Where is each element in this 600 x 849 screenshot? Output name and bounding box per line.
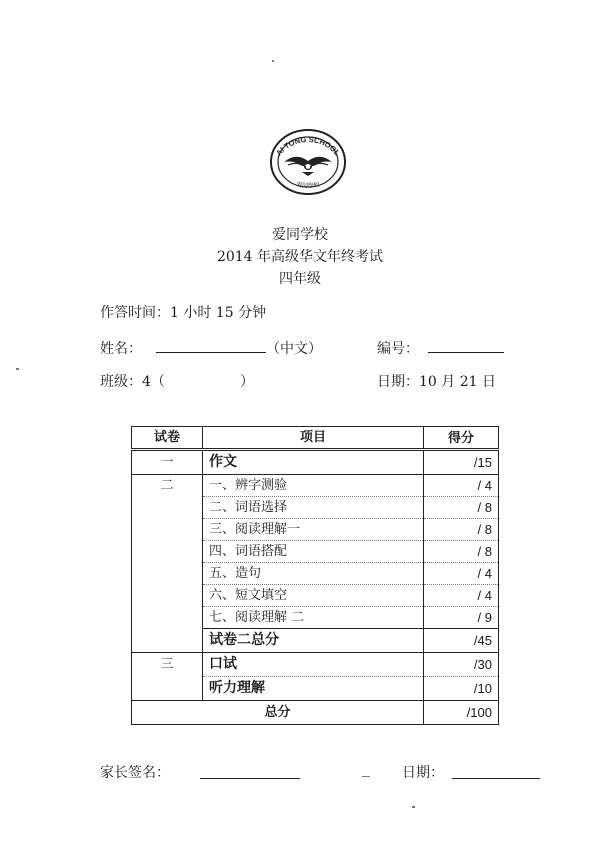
row-score: / 4 — [424, 585, 499, 607]
row-item: 一、辨字测验 — [203, 475, 424, 497]
row-section — [132, 541, 203, 563]
svg-text:爱同學校: 爱同學校 — [295, 180, 321, 190]
table-row — [132, 563, 499, 585]
table-row — [132, 585, 499, 607]
row-item: 听力理解 — [203, 677, 424, 701]
row-score: /15 — [424, 450, 499, 475]
table-row — [132, 519, 499, 541]
row-section — [132, 677, 203, 701]
header-paper: 试卷 — [132, 427, 203, 450]
exam-title: 2014 年高级华文年终考试 — [216, 249, 384, 265]
row-item: 二、词语选择 — [203, 497, 424, 519]
total-label: 总分 — [132, 701, 424, 725]
scan-speck — [16, 368, 19, 370]
scan-speck — [272, 60, 274, 62]
row-item: 口试 — [203, 653, 424, 677]
row-score: / 4 — [424, 563, 499, 585]
header-score: 得分 — [424, 427, 499, 450]
number-field[interactable] — [428, 352, 504, 353]
row-section — [132, 497, 203, 519]
row-item: 三、阅读理解一 — [203, 519, 424, 541]
row-score: / 8 — [424, 497, 499, 519]
row-section — [132, 607, 203, 629]
class-line — [100, 371, 165, 391]
row-section: 三 — [132, 653, 203, 677]
name-label: 姓名： — [100, 341, 142, 357]
header-item: 项目 — [203, 427, 424, 450]
date-label: 日期： — [377, 374, 419, 390]
school-name: 爱同学校 — [272, 227, 328, 243]
scan-speck — [412, 806, 415, 808]
row-score: / 8 — [424, 541, 499, 563]
row-score: /10 — [424, 677, 499, 701]
name-note: （中文） — [266, 341, 322, 357]
row-score: /45 — [424, 629, 499, 653]
school-logo — [262, 128, 354, 196]
name-field[interactable] — [156, 352, 266, 353]
grade-title: 四年级 — [279, 271, 321, 287]
parent-sign-field[interactable] — [200, 778, 300, 779]
row-item: 五、造句 — [203, 563, 424, 585]
footer-date-label: 日期： — [402, 765, 444, 781]
table-row — [132, 541, 499, 563]
class-label: 班级： — [100, 374, 142, 390]
table-row — [132, 607, 499, 629]
footer-date-field[interactable] — [452, 778, 540, 779]
row-section: 二 — [132, 475, 203, 497]
date-line — [377, 371, 496, 391]
row-section — [132, 585, 203, 607]
row-score: / 9 — [424, 607, 499, 629]
row-item: 作文 — [203, 450, 424, 475]
row-score: / 8 — [424, 519, 499, 541]
row-section — [132, 629, 203, 653]
row-section: 一 — [132, 450, 203, 475]
table-row — [132, 497, 499, 519]
table-header-row — [132, 427, 499, 450]
table-row — [132, 450, 499, 475]
duration-label: 作答时间： — [100, 305, 170, 321]
total-row — [132, 701, 499, 725]
duration-value: 1 小时 15 分钟 — [170, 305, 267, 321]
class-close: ） — [240, 374, 254, 390]
number-label: 编号： — [377, 341, 419, 357]
parent-sign-label: 家长签名： — [100, 765, 170, 781]
scan-speck — [362, 776, 370, 777]
table-row — [132, 653, 499, 677]
svg-text:AI TONG SCHOOL: AI TONG SCHOOL — [274, 135, 342, 158]
name-line — [100, 338, 142, 358]
duration-line — [100, 302, 266, 322]
date-value: 10 月 21 日 — [419, 374, 496, 390]
table-row — [132, 677, 499, 701]
score-table — [131, 426, 499, 725]
row-section — [132, 563, 203, 585]
table-row — [132, 629, 499, 653]
row-score: / 4 — [424, 475, 499, 497]
row-item: 六、短文填空 — [203, 585, 424, 607]
row-section — [132, 519, 203, 541]
total-score: /100 — [466, 705, 492, 720]
class-value: 4（ — [142, 374, 165, 390]
row-item: 七、阅读理解 二 — [203, 607, 424, 629]
row-score: /30 — [424, 653, 499, 677]
row-item: 四、词语搭配 — [203, 541, 424, 563]
table-row — [132, 475, 499, 497]
row-item: 试卷二总分 — [203, 629, 424, 653]
